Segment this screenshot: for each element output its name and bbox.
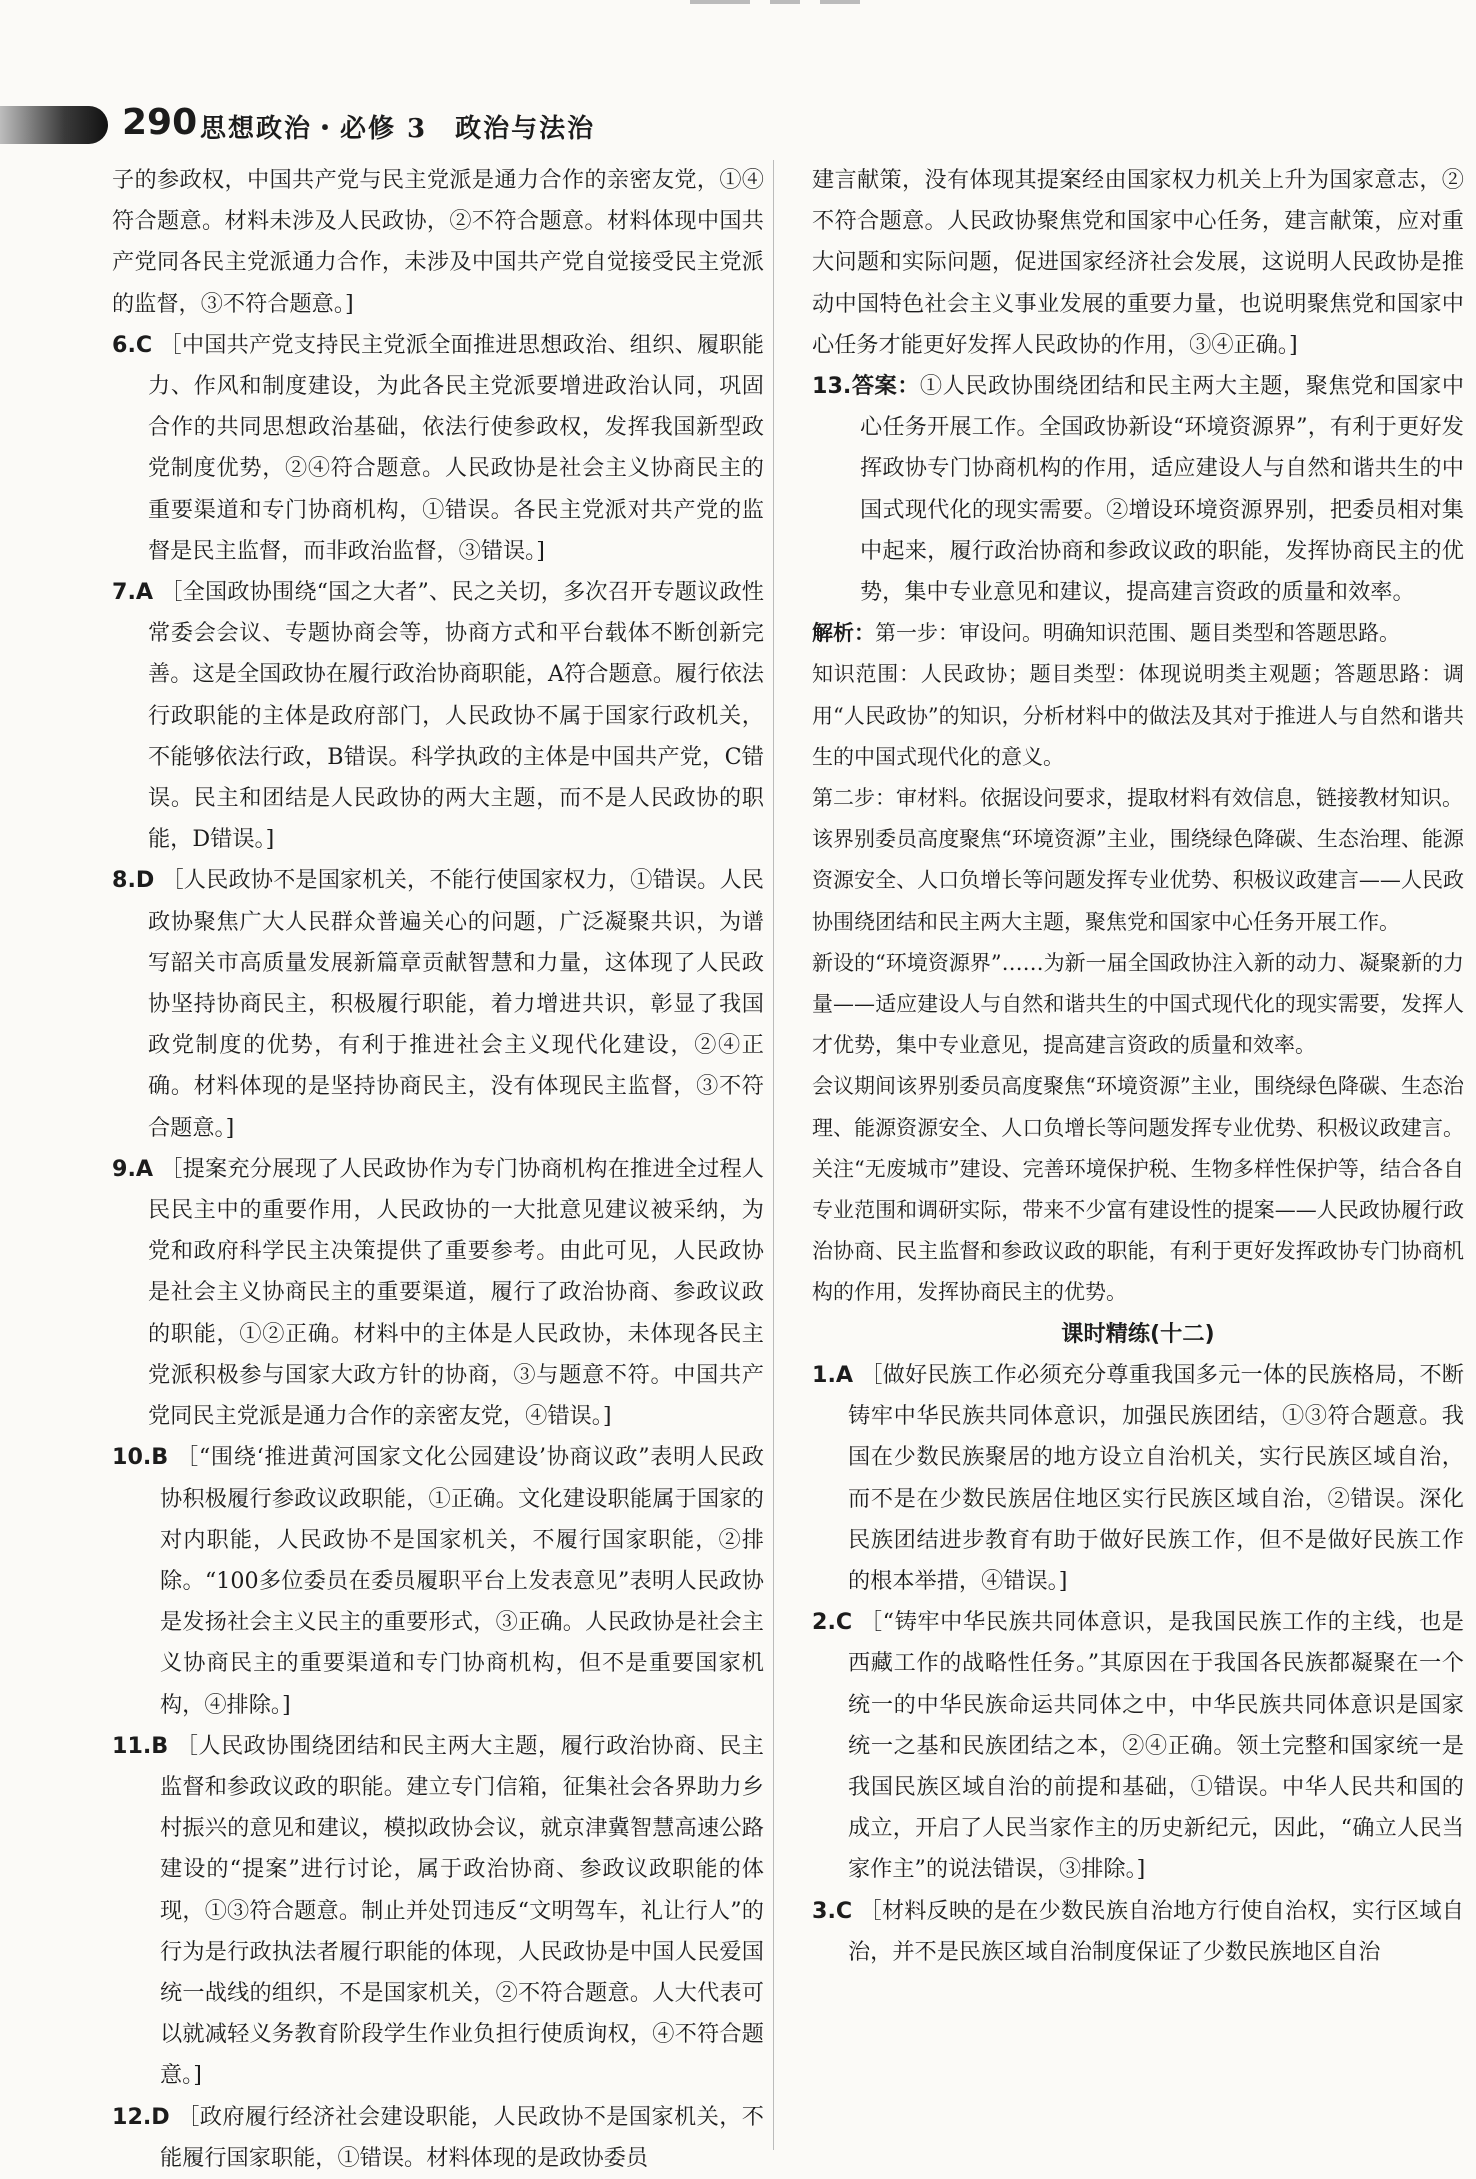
answer-item-12 <box>112 2097 764 2179</box>
analysis-material-2: 新设的“环境资源界”……为新一届全国政协注入新的动力、凝聚新的力量——适应建设人与自然和谐共生的中国式现代化的现实需要，发挥人才优势，集中专业意见，提高建言资政的质量和效率。 <box>812 950 1464 1058</box>
answer-text: ［政府履行经济社会建设职能，人民政协不是国家机关，不能履行国家职能，①错误。材料体现的是政协委员 <box>160 2103 764 2171</box>
right-column <box>812 160 1464 1973</box>
answer-number: 1.A <box>812 1361 854 1388</box>
section-title: 课时精练(十二) <box>1061 1320 1215 1347</box>
answer-item-6 <box>112 325 764 572</box>
analysis-material-3: 会议期间该界别委员高度聚焦“环境资源”主业，围绕绿色降碳、生态治理、能源资源安全、人口负增长等问题发挥专业优势、积极议政建言。关注“无废城市”建设、完善环境保护税、生物多样性保护等，结合各自专业范围和调研实际，带来不少富有建设性的提案——人民政协履行政治协商、民主监督和参政议政的职能，有利于更好发挥政协专门协商机构的作用，发挥协商民主的优势。 <box>812 1074 1464 1305</box>
exercise-item-1 <box>812 1355 1464 1602</box>
answer-number: 6.C <box>112 331 153 358</box>
answer-number: 11.B <box>112 1732 169 1759</box>
answer-text: ［全国政协围绕“国之大者”、民之关切，多次召开专题议政性常委会会议、专题协商会等，协商方式和平台载体不断创新完善。这是全国政协在履行政治协商职能，A符合题意。履行依法行政职能的主体是政府部门，人民政协不属于国家行政机关，不能够依法行政，B错误。科学执政的主体是中国共产党，C错误。民主和团结是人民政协的两大主题，而不是人民政协的职能，D错误。] <box>148 579 764 853</box>
book-title: 思想政治・必修 3 政治与法治 <box>200 114 596 144</box>
column-divider <box>773 160 774 2150</box>
answer-item-7 <box>112 572 764 860</box>
answer-number: 9.A <box>112 1155 154 1182</box>
answer-number: 2.C <box>812 1609 853 1636</box>
analysis-step-1 <box>812 613 1464 654</box>
top-edge-marks <box>690 0 890 6</box>
answer-item-9 <box>112 1149 764 1437</box>
answer-text: ［人民政协不是国家机关，不能行使国家权力，①错误。人民政协聚焦广大人民群众普遍关心的问题，广泛凝聚共识，为谱写韶关市高质量发展新篇章贡献智慧和力量，这体现了人民政协坚持协商民主，积极履行职能，着力增进共识，彰显了我国政党制度的优势，有利于推进社会主义现代化建设，②④正确。材料体现的是坚持协商民主，没有体现民主监督，③不符合题意。] <box>148 867 764 1141</box>
analysis-material-1: 该界别委员高度聚焦“环境资源”主业，围绕绿色降碳、生态治理、能源资源安全、人口负增长等问题发挥专业优势、积极议政建言——人民政协围绕团结和民主两大主题，聚焦党和国家中心任务开展工作。 <box>812 827 1464 934</box>
left-column <box>112 160 764 2179</box>
answer-label: 答案： <box>851 373 920 400</box>
answer-number: 12.D <box>112 2103 170 2130</box>
page-header <box>0 100 1476 150</box>
answer-text: ［“铸牢中华民族共同体意识，是我国民族工作的主线，也是西藏工作的战略性任务。”其原因在于我国各民族都凝聚在一个统一的中华民族命运共同体之中，中华民族共同体意识是国家统一之基和民族团结之本，②④正确。领土完整和国家统一是我国民族区域自治的前提和基础，①错误。中华人民共和国的成立，开启了人民当家作主的历史新纪元，因此，“确立人民当家作主”的说法错误，③排除。] <box>848 1609 1464 1883</box>
page-number: 290 <box>122 102 198 143</box>
answer-continuation: 子的参政权，中国共产党与民主党派是通力合作的亲密友党，①④符合题意。材料未涉及人民政协，②不符合题意。材料体现中国共产党同各民主党派通力合作，未涉及中国共产党自觉接受民主党派的监督，③不符合题意。] <box>112 167 764 317</box>
answer-item-11 <box>112 1726 764 2097</box>
answer-number: 10.B <box>112 1444 169 1471</box>
answer-item-8 <box>112 860 764 1148</box>
answer-text: ［人民政协围绕团结和民主两大主题，履行政治协商、民主监督和参政议政的职能。建立专门信箱，征集社会各界助力乡村振兴的意见和建议，模拟政协会议，就京津冀智慧高速公路建设的“提案”进行讨论，属于政治协商、参政议政职能的体现，①③符合题意。制止并处罚违反“文明驾车，礼让行人”的行为是行政执法者履行职能的体现，人民政协是中国人民爱国统一战线的组织，不是国家机关，②不符合题意。人大代表可以就减轻义务教育阶段学生作业负担行使质询权，④不符合题意。] <box>160 1732 764 2089</box>
answer-number: 7.A <box>112 579 154 606</box>
answer-text: ①人民政协围绕团结和民主两大主题，聚焦党和国家中心任务开展工作。全国政协新设“环境资源界”，有利于更好发挥政协专门协商机构的作用，适应建设人与自然和谐共生的中国式现代化的现实需要。②增设环境资源界别，把委员相对集中起来，履行政治协商和参政议政的职能，发挥协商民主的优势，集中专业意见和建议，提高建言资政的质量和效率。 <box>860 373 1465 606</box>
answer-text: ［材料反映的是在少数民族自治地方行使自治权，实行区域自治，并不是民族区域自治制度保证了少数民族地区自治 <box>848 1897 1464 1965</box>
analysis-label: 解析： <box>812 621 875 646</box>
answer-continuation: 建言献策，没有体现其提案经由国家权力机关上升为国家意志，②不符合题意。人民政协聚焦党和国家中心任务，建言献策，应对重大问题和实际问题，促进国家经济社会发展，这说明人民政协是推动中国特色社会主义事业发展的重要力量，也说明聚焦党和国家中心任务才能更好发挥人民政协的作用，③④正确。] <box>812 167 1464 358</box>
exercise-item-3 <box>812 1891 1464 1973</box>
answer-item-10 <box>112 1437 764 1725</box>
answer-text: ［做好民族工作必须充分尊重我国多元一体的民族格局，不断铸牢中华民族共同体意识，加强民族团结，①③符合题意。我国在少数民族聚居的地方设立自治机关，实行民族区域自治，而不是在少数民族居住地区实行民族区域自治，②错误。深化民族团结进步教育有助于做好民族工作，但不是做好民族工作的根本举措，④错误。] <box>848 1361 1464 1594</box>
exercise-item-2 <box>812 1602 1464 1890</box>
answer-text: ［“围绕‘推进黄河国家文化公园建设’协商议政”表明人民政协积极履行参政议政职能，①正确。文化建设职能属于国家的对内职能，人民政协不是国家机关，不履行国家职能，②排除。“100多位委员在委员履职平台上发表意见”表明人民政协是发扬社会主义民主的重要形式，③正确。人民政协是社会主义协商民主的重要渠道和专门协商机构，但不是重要国家机构，④排除。] <box>160 1444 764 1718</box>
page-tab-marker <box>0 106 108 144</box>
analysis-knowledge: 知识范围：人民政协；题目类型：体现说明类主观题；答题思路：调用“人民政协”的知识，分析材料中的做法及其对于推进人与自然和谐共生的中国式现代化的意义。 <box>812 662 1464 769</box>
answer-number: 3.C <box>812 1897 853 1924</box>
answer-number: 8.D <box>112 867 155 894</box>
answer-number: 13. <box>812 373 852 400</box>
answer-item-13 <box>812 366 1464 613</box>
analysis-text: 第一步：审设问。明确知识范围、题目类型和答题思路。 <box>875 621 1400 646</box>
analysis-step-2: 第二步：审材料。依据设问要求，提取材料有效信息，链接教材知识。 <box>812 786 1463 811</box>
answer-text: ［中国共产党支持民主党派全面推进思想政治、组织、履职能力、作风和制度建设，为此各民主党派要增进政治认同，巩固合作的共同思想政治基础，依法行使参政权，发挥我国新型政党制度优势，②④符合题意。人民政协是社会主义协商民主的重要渠道和专门协商机构，①错误。各民主党派对共产党的监督是民主监督，而非政治监督，③错误。] <box>148 331 764 564</box>
answer-text: ［提案充分展现了人民政协作为专门协商机构在推进全过程人民民主中的重要作用，人民政协的一大批意见建议被采纳，为党和政府科学民主决策提供了重要参考。由此可见，人民政协是社会主义协商民主的重要渠道，履行了政治协商、参政议政的职能，①②正确。材料中的主体是人民政协，未体现各民主党派积极参与国家大政方针的协商，③与题意不符。中国共产党同民主党派是通力合作的亲密友党，④错误。] <box>148 1155 764 1430</box>
